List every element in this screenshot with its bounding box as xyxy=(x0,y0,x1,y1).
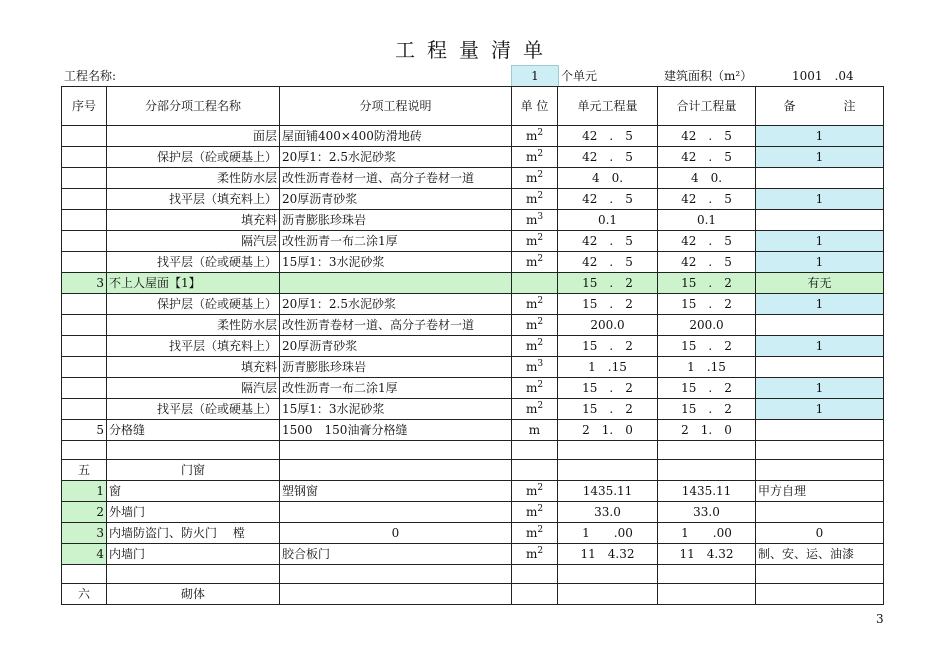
table-row xyxy=(62,584,884,605)
unit-exponent: 2 xyxy=(537,546,544,556)
cell-unit[interactable] xyxy=(512,168,558,189)
building-area-label: 建筑面积（m²） xyxy=(664,69,753,83)
unit-count-cell[interactable]: 1 xyxy=(511,65,559,87)
col-header-no: 序号 xyxy=(62,87,107,126)
cell-remark[interactable]: 1 xyxy=(756,126,884,147)
cell-unit-qty[interactable]: 42 . 5 xyxy=(558,126,658,147)
cell-name[interactable]: 外墙门 xyxy=(107,502,280,523)
unit-exponent: 3 xyxy=(537,359,544,369)
building-area-value: 1001 .04 xyxy=(792,69,854,83)
cell-no[interactable] xyxy=(62,189,107,210)
unit-symbol: m xyxy=(525,318,538,332)
project-name-label: 工程名称: xyxy=(64,69,117,83)
cell-unit[interactable] xyxy=(512,399,558,420)
cell-unit[interactable] xyxy=(512,502,558,523)
cell-no[interactable]: 5 xyxy=(62,420,107,441)
cell-unit-qty[interactable]: 11 4.32 xyxy=(558,544,658,565)
cell-remark[interactable] xyxy=(756,441,884,460)
unit-symbol: m xyxy=(525,402,538,416)
table-row xyxy=(62,126,884,147)
col-header-name: 分部分项工程名称 xyxy=(107,87,280,126)
cell-desc[interactable]: 改性沥青卷材一道、高分子卷材一道 xyxy=(280,168,512,189)
cell-desc[interactable]: 改性沥青一布二涂1厚 xyxy=(280,231,512,252)
cell-unit[interactable] xyxy=(512,126,558,147)
cell-no[interactable] xyxy=(62,210,107,231)
unit-count-label: 个单元 xyxy=(561,69,598,83)
cell-desc[interactable]: 0 xyxy=(280,523,512,544)
table-row xyxy=(62,336,884,357)
cell-total-qty[interactable]: 15 . 2 xyxy=(658,273,756,294)
cell-desc[interactable]: 20厚沥青砂浆 xyxy=(280,189,512,210)
unit-exponent: 2 xyxy=(537,233,544,243)
cell-desc[interactable] xyxy=(280,584,512,605)
cell-name[interactable]: 内墙门 xyxy=(107,544,280,565)
cell-desc[interactable]: 改性沥青卷材一道、高分子卷材一道 xyxy=(280,315,512,336)
cell-unit-qty[interactable]: 15 . 2 xyxy=(558,378,658,399)
cell-unit-qty[interactable] xyxy=(558,565,658,584)
cell-desc[interactable]: 改性沥青一布二涂1厚 xyxy=(280,378,512,399)
cell-desc[interactable] xyxy=(280,502,512,523)
table-row xyxy=(62,273,884,294)
cell-name[interactable]: 找平层（填充料上） xyxy=(107,189,280,210)
cell-unit-qty[interactable]: 15 . 2 xyxy=(558,273,658,294)
cell-total-qty[interactable]: 11 4.32 xyxy=(658,544,756,565)
cell-unit-qty[interactable] xyxy=(558,460,658,481)
unit-symbol: m xyxy=(525,360,538,374)
cell-name[interactable]: 分格缝 xyxy=(107,420,280,441)
cell-desc[interactable] xyxy=(280,441,512,460)
cell-desc[interactable]: 沥青膨胀珍珠岩 xyxy=(280,210,512,231)
unit-symbol: m xyxy=(525,547,538,561)
cell-unit[interactable] xyxy=(512,189,558,210)
cell-name[interactable]: 找平层（砼或硬基上） xyxy=(107,399,280,420)
unit-symbol: m xyxy=(525,505,538,519)
sheet-title: 工程量清单 xyxy=(395,38,555,62)
cell-unit[interactable] xyxy=(512,336,558,357)
cell-remark[interactable] xyxy=(756,168,884,189)
cell-unit-qty[interactable]: 15 . 2 xyxy=(558,336,658,357)
unit-exponent: 2 xyxy=(537,191,544,201)
cell-unit[interactable] xyxy=(512,460,558,481)
unit-exponent: 2 xyxy=(537,317,544,327)
cell-total-qty[interactable] xyxy=(658,441,756,460)
cell-remark[interactable]: 1 xyxy=(756,252,884,273)
unit-exponent: 2 xyxy=(537,380,544,390)
cell-total-qty[interactable] xyxy=(658,584,756,605)
unit-exponent: 2 xyxy=(537,170,544,180)
unit-symbol: m xyxy=(525,297,538,311)
cell-name[interactable]: 门窗 xyxy=(107,460,280,481)
cell-total-qty[interactable] xyxy=(658,460,756,481)
cell-remark[interactable]: 甲方自理 xyxy=(756,481,884,502)
cell-total-qty[interactable]: 1 .15 xyxy=(658,357,756,378)
cell-unit-qty[interactable]: 1 .00 xyxy=(558,523,658,544)
cell-desc[interactable]: 塑钢窗 xyxy=(280,481,512,502)
header-row xyxy=(62,87,884,126)
cell-name[interactable]: 找平层（填充料上） xyxy=(107,336,280,357)
cell-remark[interactable]: 1 xyxy=(756,336,884,357)
cell-unit-qty[interactable]: 42 . 5 xyxy=(558,252,658,273)
col-header-desc: 分项工程说明 xyxy=(280,87,512,126)
cell-remark[interactable] xyxy=(756,565,884,584)
cell-unit[interactable] xyxy=(512,378,558,399)
cell-no[interactable]: 1 xyxy=(62,481,107,502)
cell-unit-qty[interactable]: 4 0. xyxy=(558,168,658,189)
cell-name[interactable]: 保护层（砼或硬基上） xyxy=(107,294,280,315)
cell-total-qty[interactable]: 15 . 2 xyxy=(658,294,756,315)
table-row xyxy=(62,523,884,544)
cell-unit-qty[interactable] xyxy=(558,441,658,460)
unit-symbol: m xyxy=(525,213,538,227)
cell-no[interactable] xyxy=(62,231,107,252)
quantity-table xyxy=(61,86,884,605)
cell-no[interactable] xyxy=(62,294,107,315)
cell-total-qty[interactable]: 4 0. xyxy=(658,168,756,189)
cell-desc[interactable]: 屋面铺400×400防滑地砖 xyxy=(280,126,512,147)
cell-remark[interactable]: 1 xyxy=(756,189,884,210)
cell-unit-qty[interactable]: 33.0 xyxy=(558,502,658,523)
unit-symbol: m xyxy=(525,255,538,269)
cell-unit-qty[interactable]: 0.1 xyxy=(558,210,658,231)
cell-remark[interactable]: 1 xyxy=(756,399,884,420)
cell-remark[interactable] xyxy=(756,460,884,481)
cell-total-qty[interactable]: 15 . 2 xyxy=(658,378,756,399)
cell-remark[interactable] xyxy=(756,502,884,523)
cell-name[interactable] xyxy=(107,565,280,584)
cell-total-qty[interactable]: 42 . 5 xyxy=(658,147,756,168)
cell-no[interactable]: 4 xyxy=(62,544,107,565)
unit-exponent: 2 xyxy=(537,504,544,514)
table-row xyxy=(62,565,884,584)
cell-no[interactable] xyxy=(62,252,107,273)
cell-unit[interactable] xyxy=(512,565,558,584)
cell-unit-qty[interactable]: 42 . 5 xyxy=(558,147,658,168)
cell-unit[interactable] xyxy=(512,273,558,294)
cell-unit[interactable] xyxy=(512,147,558,168)
cell-desc[interactable] xyxy=(280,273,512,294)
cell-unit-qty[interactable]: 1435.11 xyxy=(558,481,658,502)
cell-remark[interactable]: 制、安、运、油漆 xyxy=(756,544,884,565)
table-row xyxy=(62,502,884,523)
cell-unit[interactable] xyxy=(512,523,558,544)
cell-desc[interactable]: 20厚1：2.5水泥砂浆 xyxy=(280,147,512,168)
col-header-unit: 单 位 xyxy=(512,87,558,126)
unit-exponent: 2 xyxy=(537,401,544,411)
cell-desc[interactable]: 15厚1：3水泥砂浆 xyxy=(280,252,512,273)
cell-unit-qty[interactable]: 2 1. 0 xyxy=(558,420,658,441)
cell-no[interactable]: 3 xyxy=(62,523,107,544)
table-row xyxy=(62,420,884,441)
unit-symbol: m xyxy=(525,150,538,164)
unit-exponent: 3 xyxy=(537,212,544,222)
cell-name[interactable]: 不上人屋面【1】 xyxy=(107,273,280,294)
cell-name[interactable]: 柔性防水层 xyxy=(107,168,280,189)
unit-symbol: m xyxy=(525,234,538,248)
table-row xyxy=(62,378,884,399)
cell-desc[interactable]: 胶合板门 xyxy=(280,544,512,565)
cell-remark[interactable] xyxy=(756,584,884,605)
cell-remark[interactable]: 1 xyxy=(756,294,884,315)
cell-name[interactable] xyxy=(107,441,280,460)
cell-unit[interactable] xyxy=(512,231,558,252)
cell-unit-qty[interactable]: 42 . 5 xyxy=(558,189,658,210)
cell-no[interactable] xyxy=(62,168,107,189)
cell-unit-qty[interactable]: 42 . 5 xyxy=(558,231,658,252)
table-row xyxy=(62,210,884,231)
cell-no[interactable]: 2 xyxy=(62,502,107,523)
cell-no[interactable] xyxy=(62,315,107,336)
table-row xyxy=(62,168,884,189)
cell-no[interactable] xyxy=(62,357,107,378)
cell-name[interactable]: 隔汽层 xyxy=(107,231,280,252)
cell-no[interactable]: 五 xyxy=(62,460,107,481)
unit-symbol: m xyxy=(525,526,538,540)
unit-symbol: m xyxy=(525,129,538,143)
col-header-remark: 备 注 xyxy=(756,87,884,126)
unit-exponent: 2 xyxy=(537,483,544,493)
cell-remark[interactable]: 1 xyxy=(756,231,884,252)
cell-desc[interactable]: 1500 150油膏分格缝 xyxy=(280,420,512,441)
cell-unit[interactable] xyxy=(512,252,558,273)
cell-no[interactable] xyxy=(62,441,107,460)
cell-name[interactable]: 隔汽层 xyxy=(107,378,280,399)
cell-total-qty[interactable]: 1 .00 xyxy=(658,523,756,544)
cell-remark[interactable]: 有无 xyxy=(756,273,884,294)
unit-symbol: m xyxy=(525,171,538,185)
unit-exponent: 2 xyxy=(537,525,544,535)
cell-remark[interactable] xyxy=(756,210,884,231)
page-number: 3 xyxy=(876,612,884,626)
cell-remark[interactable] xyxy=(756,357,884,378)
unit-exponent: 2 xyxy=(537,338,544,348)
col-header-total-qty: 合计工程量 xyxy=(658,87,756,126)
cell-unit-qty[interactable]: 15 . 2 xyxy=(558,399,658,420)
cell-no[interactable] xyxy=(62,378,107,399)
cell-name[interactable]: 内墙防盗门、防火门 樘 xyxy=(107,523,280,544)
cell-unit-qty[interactable]: 1 .15 xyxy=(558,357,658,378)
cell-name[interactable]: 保护层（砼或硬基上） xyxy=(107,147,280,168)
cell-remark[interactable] xyxy=(756,315,884,336)
cell-name[interactable]: 填充料 xyxy=(107,210,280,231)
cell-remark[interactable] xyxy=(756,420,884,441)
unit-exponent: 2 xyxy=(537,149,544,159)
unit-symbol: m xyxy=(525,381,538,395)
cell-unit-qty[interactable]: 15 . 2 xyxy=(558,294,658,315)
unit-exponent: 2 xyxy=(537,254,544,264)
cell-unit-qty[interactable]: 200.0 xyxy=(558,315,658,336)
table-row xyxy=(62,357,884,378)
cell-no[interactable] xyxy=(62,147,107,168)
cell-unit[interactable] xyxy=(512,544,558,565)
unit-exponent: 2 xyxy=(537,296,544,306)
cell-total-qty[interactable]: 2 1. 0 xyxy=(658,420,756,441)
table-row xyxy=(62,544,884,565)
cell-no[interactable]: 3 xyxy=(62,273,107,294)
cell-name[interactable]: 柔性防水层 xyxy=(107,315,280,336)
table-row xyxy=(62,294,884,315)
cell-name[interactable]: 面层 xyxy=(107,126,280,147)
cell-total-qty[interactable]: 15 . 2 xyxy=(658,399,756,420)
cell-desc[interactable]: 沥青膨胀珍珠岩 xyxy=(280,357,512,378)
cell-no[interactable] xyxy=(62,399,107,420)
table-row xyxy=(62,481,884,502)
unit-symbol: m xyxy=(525,484,538,498)
cell-total-qty[interactable]: 42 . 5 xyxy=(658,231,756,252)
table-row xyxy=(62,147,884,168)
cell-remark[interactable]: 1 xyxy=(756,378,884,399)
cell-no[interactable] xyxy=(62,126,107,147)
cell-name[interactable]: 窗 xyxy=(107,481,280,502)
cell-unit[interactable] xyxy=(512,441,558,460)
cell-total-qty[interactable]: 1435.11 xyxy=(658,481,756,502)
table-row xyxy=(62,189,884,210)
cell-name[interactable]: 砌体 xyxy=(107,584,280,605)
cell-unit[interactable] xyxy=(512,294,558,315)
cell-desc[interactable] xyxy=(280,565,512,584)
table-row xyxy=(62,399,884,420)
cell-name[interactable]: 找平层（砼或硬基上） xyxy=(107,252,280,273)
cell-remark[interactable]: 0 xyxy=(756,523,884,544)
cell-total-qty[interactable]: 200.0 xyxy=(658,315,756,336)
cell-no[interactable] xyxy=(62,565,107,584)
cell-total-qty[interactable]: 42 . 5 xyxy=(658,252,756,273)
table-row xyxy=(62,231,884,252)
cell-total-qty[interactable] xyxy=(658,565,756,584)
cell-total-qty[interactable]: 33.0 xyxy=(658,502,756,523)
cell-desc[interactable]: 15厚1：3水泥砂浆 xyxy=(280,399,512,420)
table-row xyxy=(62,441,884,460)
cell-total-qty[interactable]: 0.1 xyxy=(658,210,756,231)
cell-total-qty[interactable]: 15 . 2 xyxy=(658,336,756,357)
cell-unit[interactable]: m xyxy=(512,420,558,441)
table-row xyxy=(62,315,884,336)
table-row xyxy=(62,460,884,481)
cell-unit[interactable] xyxy=(512,481,558,502)
cell-desc[interactable] xyxy=(280,460,512,481)
table-row xyxy=(62,252,884,273)
unit-exponent: 2 xyxy=(537,128,544,138)
cell-desc[interactable]: 20厚1：2.5水泥砂浆 xyxy=(280,294,512,315)
cell-unit[interactable] xyxy=(512,357,558,378)
cell-desc[interactable]: 20厚沥青砂浆 xyxy=(280,336,512,357)
cell-unit[interactable] xyxy=(512,210,558,231)
cell-name[interactable]: 填充料 xyxy=(107,357,280,378)
cell-total-qty[interactable]: 42 . 5 xyxy=(658,126,756,147)
cell-no[interactable] xyxy=(62,336,107,357)
cell-unit-qty[interactable] xyxy=(558,584,658,605)
cell-unit[interactable] xyxy=(512,584,558,605)
unit-symbol: m xyxy=(525,339,538,353)
col-header-unit-qty: 单元工程量 xyxy=(558,87,658,126)
cell-no[interactable]: 六 xyxy=(62,584,107,605)
unit-symbol: m xyxy=(525,192,538,206)
cell-unit[interactable] xyxy=(512,315,558,336)
cell-remark[interactable]: 1 xyxy=(756,147,884,168)
cell-total-qty[interactable]: 42 . 5 xyxy=(658,189,756,210)
